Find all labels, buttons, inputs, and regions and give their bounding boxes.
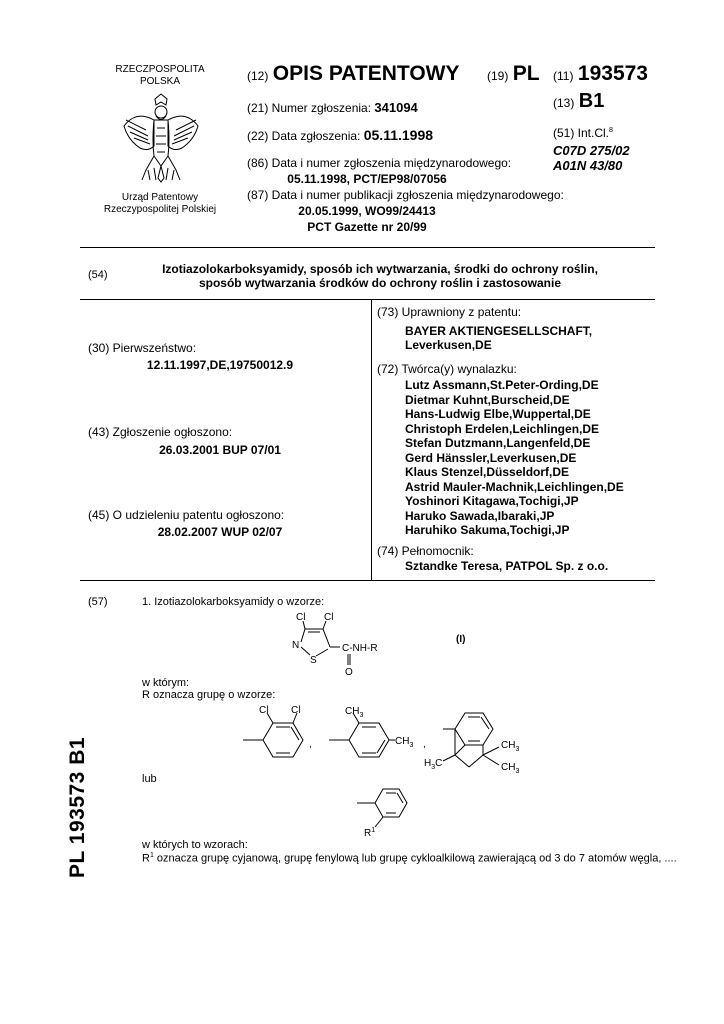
chem-cl: Cl bbox=[324, 612, 334, 623]
granted-label: (45) O udzieleniu patentu ogłoszono: bbox=[88, 508, 285, 522]
inventor: Haruhiko Sakuma,Tochigi,JP bbox=[405, 523, 570, 537]
claim-1: 1. Izotiazolokarboksyamidy o wzorze: bbox=[142, 596, 325, 608]
inventor: Stefan Dutzmann,Langenfeld,DE bbox=[405, 436, 591, 450]
chem-cl: Cl bbox=[291, 705, 301, 716]
country-line1: RZECZPOSPOLITA bbox=[115, 64, 205, 75]
formula-r-groups bbox=[243, 703, 533, 773]
published-value: 26.03.2001 BUP 07/01 bbox=[159, 443, 281, 457]
country-code-value: PL bbox=[512, 62, 540, 85]
code-11: (11) bbox=[553, 69, 574, 83]
or-label: lub bbox=[142, 773, 157, 785]
chem-ch3: $CH_3$ bbox=[345, 706, 364, 719]
divider-title bbox=[80, 299, 655, 300]
intl-pub-value: 20.05.1999, WO99/24413 bbox=[298, 204, 436, 218]
granted-value: 28.02.2007 WUP 02/07 bbox=[157, 525, 283, 539]
filing-date bbox=[247, 127, 433, 143]
chem-comma: , bbox=[423, 739, 426, 750]
chem-cl: Cl bbox=[296, 612, 306, 623]
attorney-label: (74) Pełnomocnik: bbox=[377, 544, 474, 558]
inventor: Hans-Ludwig Elbe,Wuppertal,DE bbox=[405, 407, 591, 421]
priority-label: (30) Pierwszeństwo: bbox=[88, 341, 197, 355]
country-line2: POLSKA bbox=[139, 76, 181, 87]
inventor: Yoshinori Kitagawa,Tochigi,JP bbox=[405, 494, 579, 508]
chem-ch3: $CH_3$ bbox=[501, 740, 520, 753]
intl-pub-label: (87) Data i numer publikacji zgłoszenia międzynarodowego: bbox=[247, 188, 564, 202]
chem-cl: Cl bbox=[259, 705, 269, 716]
owner-label: (73) Uprawniony z patentu: bbox=[377, 305, 522, 319]
int-cl-2: A01N 43/80 bbox=[553, 158, 623, 173]
country-name bbox=[100, 64, 220, 88]
patent-office bbox=[80, 192, 240, 216]
inventor: Haruko Sawada,Ibaraki,JP bbox=[405, 508, 555, 523]
office-line2: Rzeczypospolitej Polskiej bbox=[103, 204, 217, 215]
inventor: Dietmar Kuhnt,Burscheid,DE bbox=[405, 392, 570, 407]
priority-value: 12.11.1997,DE,19750012.9 bbox=[146, 358, 294, 372]
chem-n: N bbox=[292, 640, 300, 651]
side-patent-label: PL 193573 B1 bbox=[66, 736, 89, 878]
country-code bbox=[487, 62, 540, 86]
app-no-label: (21) Numer zgłoszenia: bbox=[247, 101, 372, 115]
filing-date-label: (22) Data zgłoszenia: bbox=[247, 129, 361, 143]
inventor: Christoph Erdelen,Leichlingen,DE bbox=[405, 421, 600, 436]
int-cl-1: C07D 275/02 bbox=[553, 143, 630, 158]
intl-app-label: (86) Data i numer zgłoszenia międzynarodowego: bbox=[247, 156, 512, 170]
inventors-list bbox=[405, 378, 624, 538]
doc-type-title: OPIS PATENTOWY bbox=[272, 62, 460, 85]
r1-definition-text: oznacza grupę cyjanową, grupę fenylową lub grupę cykloalkilową zawierającą od 3 do 7 atomów węgla, .... bbox=[156, 852, 677, 865]
abstract-code: (57) bbox=[88, 596, 108, 608]
published-label: (43) Zgłoszenie ogłoszono: bbox=[88, 425, 233, 439]
chem-r1: $R^1$ bbox=[364, 827, 376, 837]
inventors-label: (72) Twórca(y) wynalazku: bbox=[377, 362, 517, 376]
attorney-value: Sztandke Teresa, PATPOL Sp. z o.o. bbox=[405, 559, 609, 573]
chem-s: S bbox=[310, 655, 317, 666]
formula-r1-phenyl bbox=[355, 787, 415, 837]
kind-code bbox=[553, 90, 604, 113]
chem-comma: , bbox=[309, 739, 312, 750]
formula-isothiazole bbox=[268, 611, 468, 685]
code-12: (12) bbox=[247, 69, 269, 83]
r-definition: R oznacza grupę o wzorze: bbox=[142, 689, 276, 701]
where2-label: w których to wzorach: bbox=[142, 839, 248, 851]
inventor: Gerd Hänssler,Leverkusen,DE bbox=[405, 450, 577, 465]
app-no-value: 341094 bbox=[374, 100, 418, 115]
title-code: (54) bbox=[88, 269, 108, 281]
inventor: Lutz Assmann,St.Peter-Ording,DE bbox=[405, 378, 599, 392]
polish-eagle-emblem bbox=[118, 90, 204, 184]
kind-value: B1 bbox=[578, 90, 605, 112]
pct-gazette: PCT Gazette nr 20/99 bbox=[307, 220, 427, 234]
title-line2: sposób wytwarzania środków do ochrony roślin i zastosowanie bbox=[198, 276, 562, 290]
divider-columns bbox=[371, 300, 372, 580]
filing-date-value: 05.11.1998 bbox=[363, 127, 434, 143]
application-number bbox=[247, 100, 418, 115]
where-label: w którym: bbox=[142, 677, 190, 689]
code-19: (19) bbox=[487, 69, 509, 83]
title-line1: Izotiazolokarboksyamidy, sposób ich wytwarzania, środki do ochrony roślin, bbox=[162, 262, 598, 276]
inventor: Klaus Stenzel,Düsseldorf,DE bbox=[405, 465, 570, 479]
divider-header bbox=[80, 247, 655, 248]
int-cl-label: (51) Int.Cl.$^8$ bbox=[553, 126, 613, 140]
chem-ch3: $CH_3$ bbox=[395, 736, 414, 749]
divider-bibliographic bbox=[80, 580, 655, 581]
patent-number-value: 193573 bbox=[577, 62, 648, 85]
chem-h3c: $H_3C$ bbox=[424, 758, 443, 771]
code-13: (13) bbox=[553, 96, 575, 110]
document-type bbox=[247, 62, 459, 86]
chem-ch3: $CH_3$ bbox=[501, 762, 520, 773]
chem-o: O bbox=[345, 667, 353, 678]
chem-amide: C-NH-R bbox=[342, 643, 378, 654]
patent-number bbox=[553, 62, 648, 86]
intl-app-value: 05.11.1998, PCT/EP98/07056 bbox=[287, 172, 447, 186]
owner-line1: BAYER AKTIENGESELLSCHAFT, bbox=[405, 324, 593, 338]
r1-definition bbox=[142, 852, 677, 865]
office-line1: Urząd Patentowy bbox=[121, 192, 199, 203]
r1-sup: 1 bbox=[149, 852, 154, 859]
owner-line2: Leverkusen,DE bbox=[405, 338, 492, 352]
r1-symbol: R bbox=[142, 852, 150, 865]
inventor: Astrid Mauler-Machnik,Leichlingen,DE bbox=[405, 479, 624, 494]
formula-tag: (I) bbox=[456, 634, 466, 645]
int-cl-sup: 8 bbox=[609, 127, 613, 134]
